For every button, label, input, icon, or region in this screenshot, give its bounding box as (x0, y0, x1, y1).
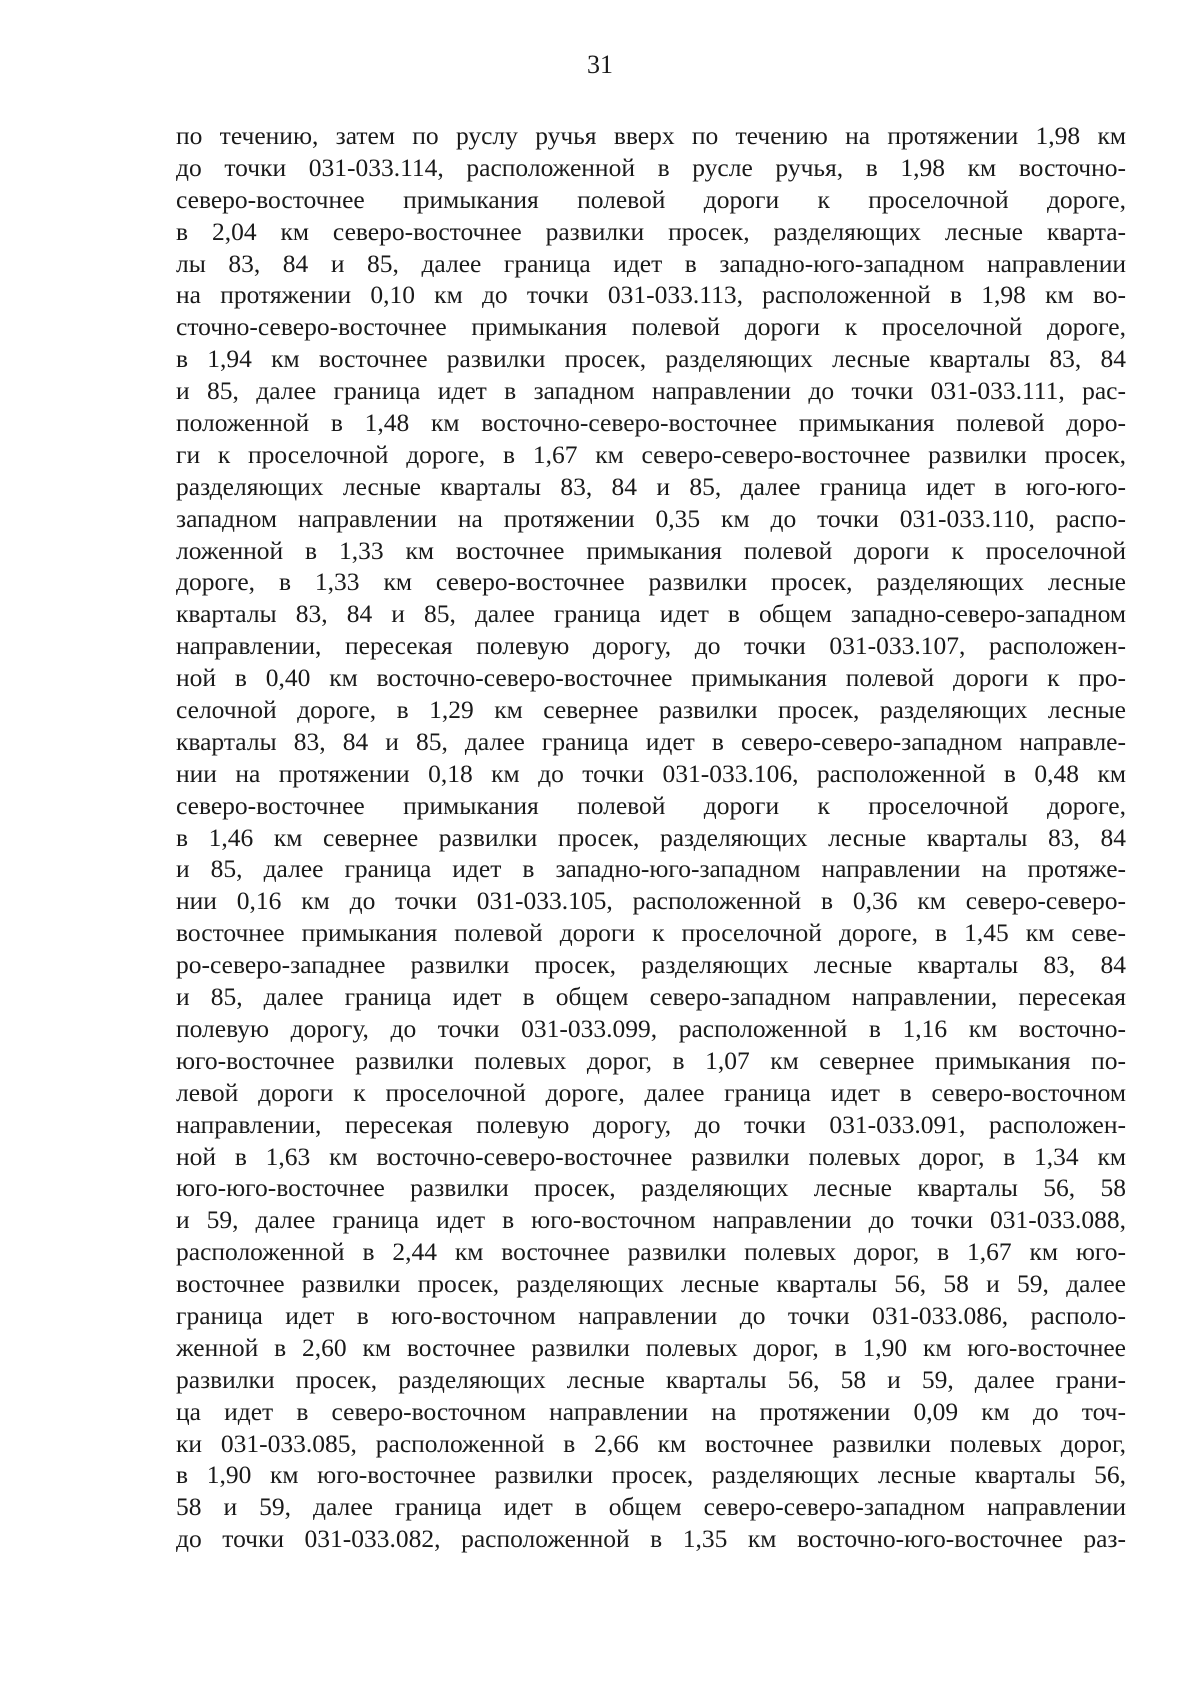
text-line: юго-восточнее развилки полевых дорог, в 1,07 км севернее примыкания по- (176, 1045, 1126, 1075)
text-line: ной в 0,40 км восточно-северо-восточнее примыкания полевой дороги к про- (176, 663, 1126, 693)
text-line: ца идет в северо-восточном направлении на протяжении 0,09 км до точ- (176, 1396, 1126, 1426)
text-line: восточнее примыкания полевой дороги к проселочной дороге, в 1,45 км севе- (176, 918, 1126, 948)
text-line: в 1,46 км севернее развилки просек, разделяющих лесные кварталы 83, 84 (176, 822, 1126, 852)
text-line: ро-северо-западнее развилки просек, разделяющих лесные кварталы 83, 84 (176, 950, 1126, 980)
text-line: в 1,90 км юго-восточнее развилки просек, разделяющих лесные кварталы 56, (176, 1460, 1126, 1490)
text-line: селочной дороге, в 1,29 км севернее развилки просек, разделяющих лесные (176, 695, 1126, 725)
text-line: дороге, в 1,33 км северо-восточнее развилки просек, разделяющих лесные (176, 567, 1126, 597)
text-line: ки 031-033.085, расположенной в 2,66 км восточнее развилки полевых дорог, (176, 1428, 1126, 1458)
text-line: и 85, далее граница идет в общем северо-западном направлении, пересекая (176, 982, 1126, 1012)
text-line: и 85, далее граница идет в западно-юго-западном направлении на протяже- (176, 854, 1126, 884)
text-line: положенной в 1,48 км восточно-северо-восточнее примыкания полевой доро- (176, 408, 1126, 438)
text-line: развилки просек, разделяющих лесные кварталы 56, 58 и 59, далее грани- (176, 1364, 1126, 1394)
text-line: северо-восточнее примыкания полевой дороги к проселочной дороге, (176, 184, 1126, 214)
text-line: кварталы 83, 84 и 85, далее граница идет в общем западно-северо-западном (176, 599, 1126, 629)
text-line: в 2,04 км северо-восточнее развилки просек, разделяющих лесные кварта- (176, 216, 1126, 246)
text-line: кварталы 83, 84 и 85, далее граница идет в северо-северо-западном направле- (176, 726, 1126, 756)
text-line: полевую дорогу, до точки 031-033.099, расположенной в 1,16 км восточно- (176, 1013, 1126, 1043)
text-line: нии на протяжении 0,18 км до точки 031-033.106, расположенной в 0,48 км (176, 758, 1126, 788)
text-line: в 1,94 км восточнее развилки просек, разделяющих лесные кварталы 83, 84 (176, 344, 1126, 374)
text-line: нии 0,16 км до точки 031-033.105, расположенной в 0,36 км северо-северо- (176, 886, 1126, 916)
text-line: направлении, пересекая полевую дорогу, до точки 031-033.107, расположен- (176, 631, 1126, 661)
text-line: ной в 1,63 км восточно-северо-восточнее развилки полевых дорог, в 1,34 км (176, 1141, 1126, 1171)
text-line: по течению, затем по руслу ручья вверх по течению на протяжении 1,98 км (176, 121, 1126, 150)
text-line: ги к проселочной дороге, в 1,67 км северо-северо-восточнее развилки просек, (176, 439, 1126, 469)
body-text (176, 120, 1126, 1555)
text-line: разделяющих лесные кварталы 83, 84 и 85, далее граница идет в юго-юго- (176, 471, 1126, 501)
text-line: западном направлении на протяжении 0,35 км до точки 031-033.110, распо- (176, 503, 1126, 533)
text-line: юго-юго-восточнее развилки просек, разделяющих лесные кварталы 56, 58 (176, 1173, 1126, 1203)
text-line: граница идет в юго-восточном направлении до точки 031-033.086, располо- (176, 1300, 1126, 1330)
text-line: восточнее развилки просек, разделяющих лесные кварталы 56, 58 и 59, далее (176, 1269, 1126, 1299)
text-line: и 85, далее граница идет в западном направлении до точки 031-033.111, рас- (176, 376, 1126, 406)
text-line: северо-восточнее примыкания полевой дороги к проселочной дороге, (176, 790, 1126, 820)
text-line: сточно-северо-восточнее примыкания полевой дороги к проселочной дороге, (176, 312, 1126, 342)
text-line: 58 и 59, далее граница идет в общем северо-северо-западном направлении (176, 1492, 1126, 1522)
text-line: ложенной в 1,33 км восточнее примыкания полевой дороги к проселочной (176, 535, 1126, 565)
text-line: на протяжении 0,10 км до точки 031-033.113, расположенной в 1,98 км во- (176, 280, 1126, 310)
text-line: женной в 2,60 км восточнее развилки полевых дорог, в 1,90 км юго-восточнее (176, 1332, 1126, 1362)
text-line: до точки 031-033.082, расположенной в 1,35 км восточно-юго-восточнее раз- (176, 1524, 1126, 1554)
text-line: левой дороги к проселочной дороге, далее граница идет в северо-восточном (176, 1077, 1126, 1107)
text-line: расположенной в 2,44 км восточнее развилки полевых дорог, в 1,67 км юго- (176, 1237, 1126, 1267)
text-line: до точки 031-033.114, расположенной в русле ручья, в 1,98 км восточно- (176, 152, 1126, 182)
text-line: направлении, пересекая полевую дорогу, до точки 031-033.091, расположен- (176, 1109, 1126, 1139)
text-line: и 59, далее граница идет в юго-восточном направлении до точки 031-033.088, (176, 1205, 1126, 1235)
page-number: 31 (587, 50, 613, 79)
text-line: лы 83, 84 и 85, далее граница идет в западно-юго-западном направлении (176, 248, 1126, 278)
